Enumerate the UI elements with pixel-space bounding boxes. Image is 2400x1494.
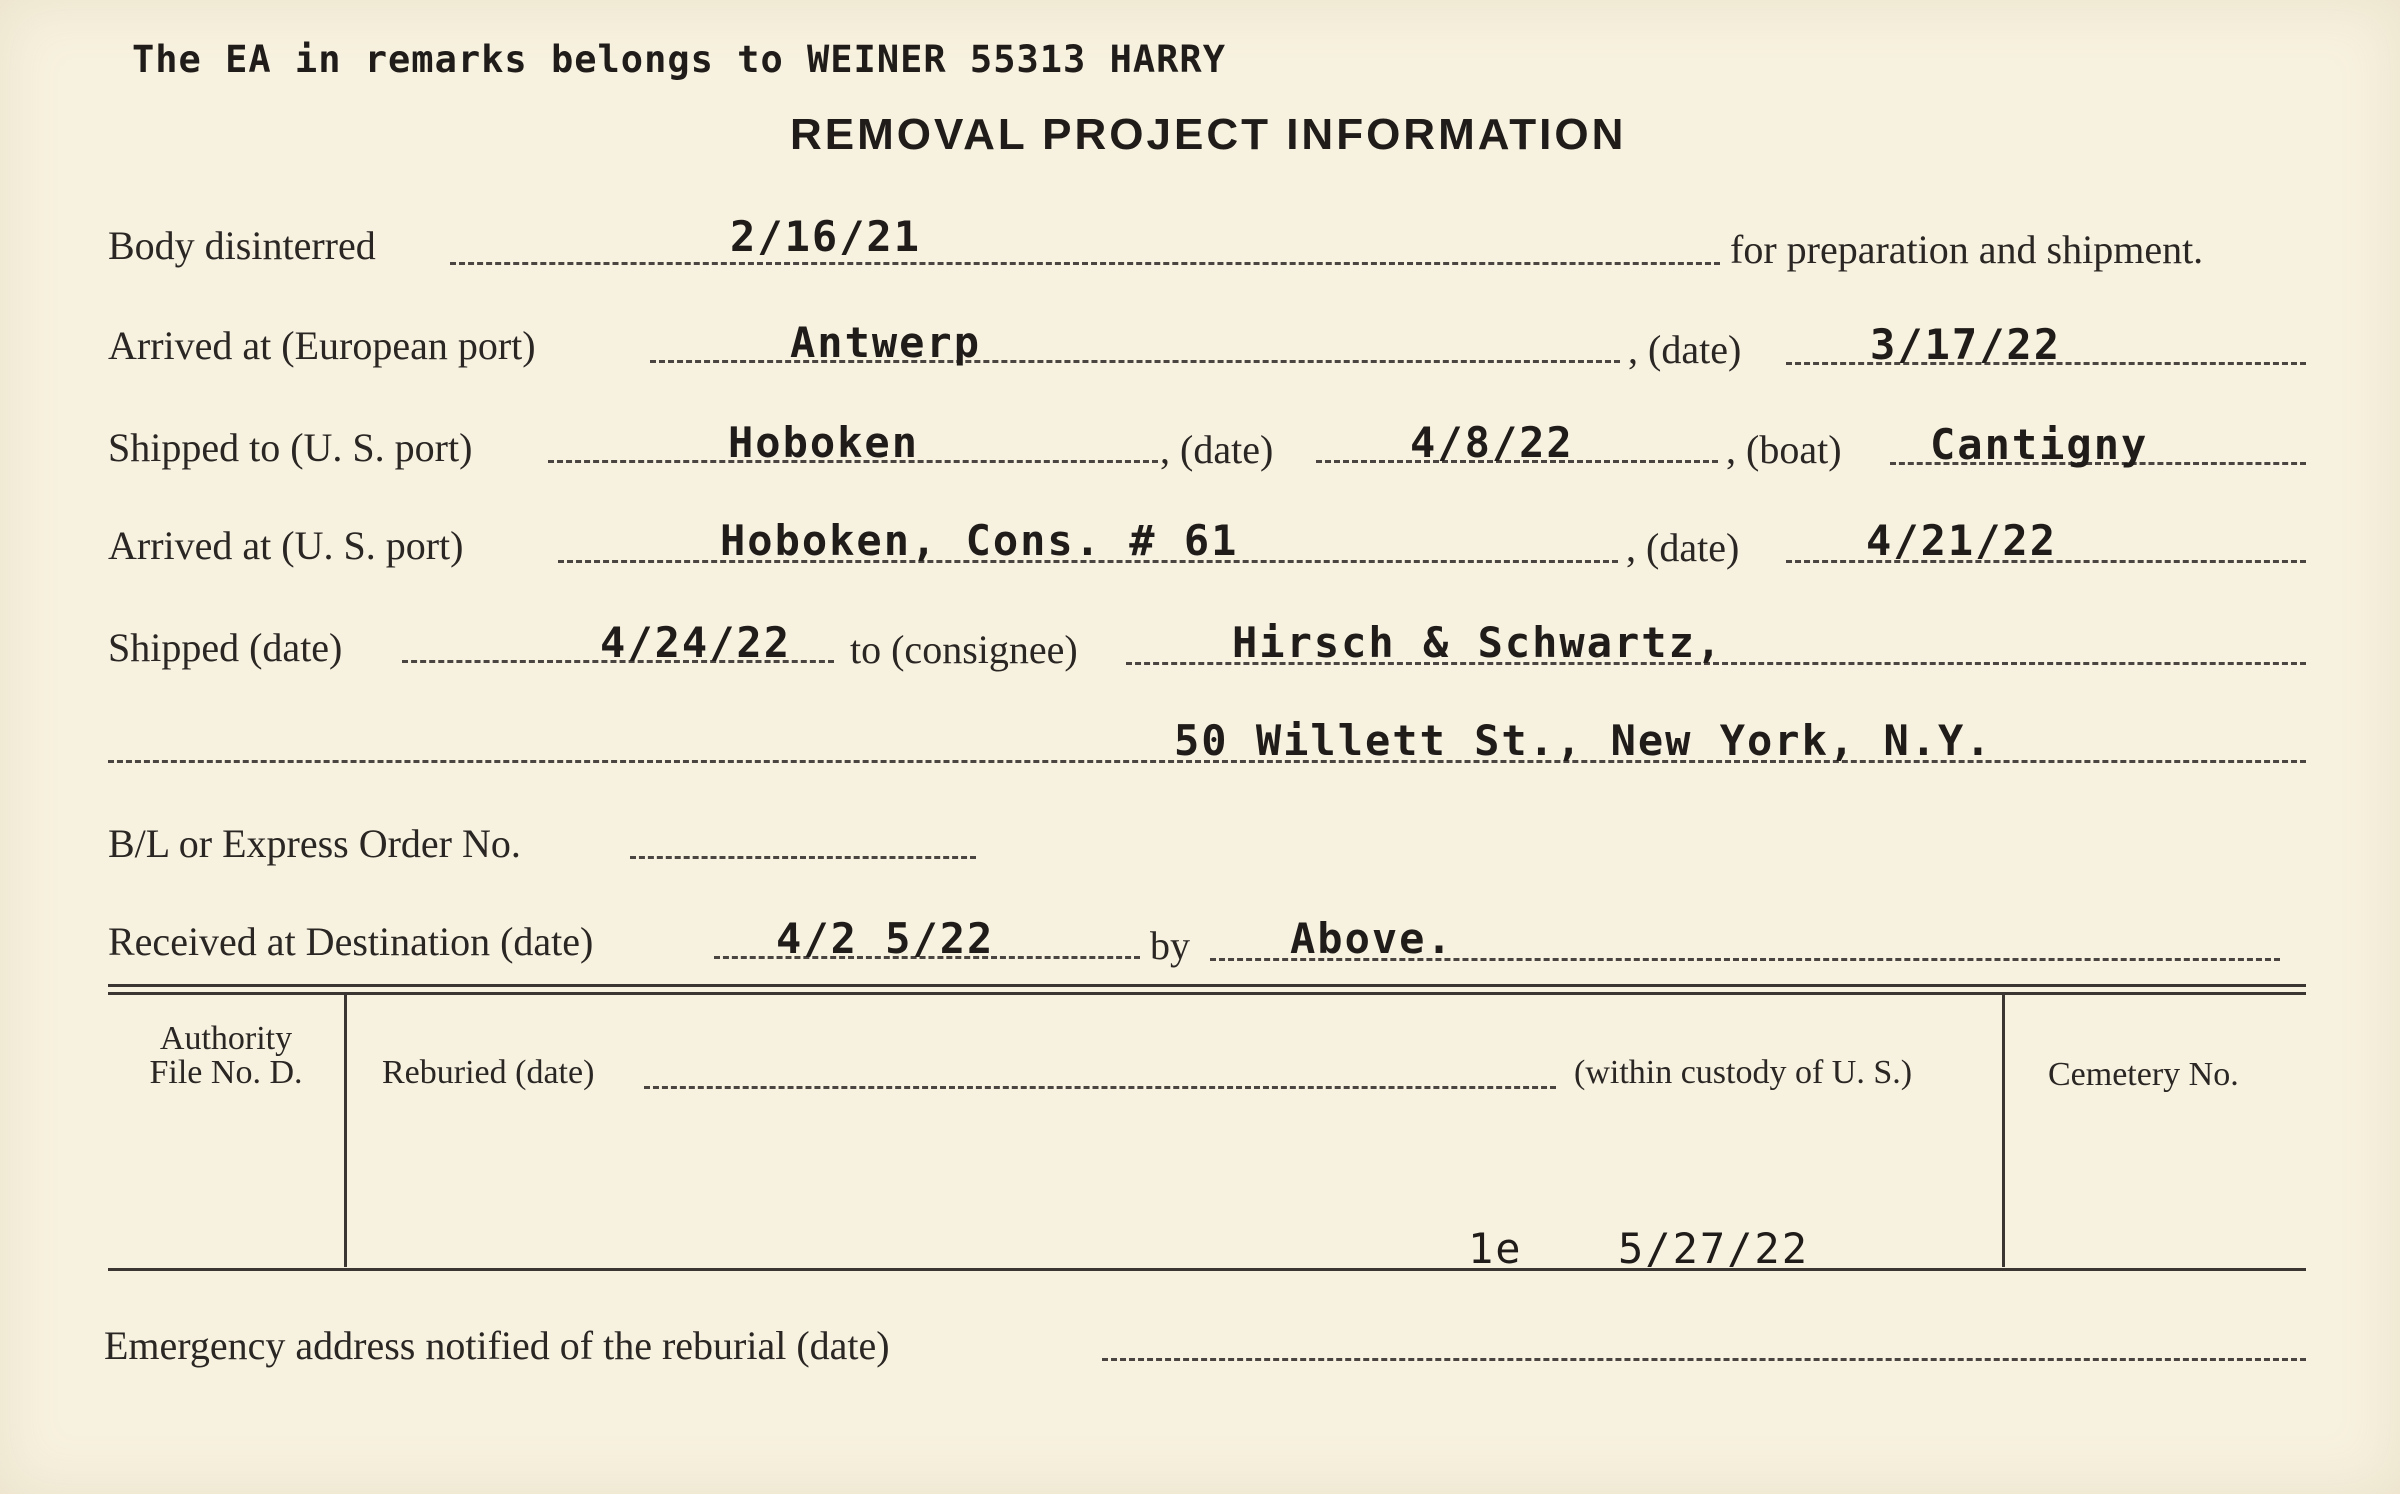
emergency-label: Emergency address notified of the reburial (date) xyxy=(104,1323,890,1368)
emergency-line xyxy=(1102,1358,2306,1361)
arrived-us-date-label: , (date) xyxy=(1626,525,1740,570)
custody-label: (within custody of U. S.) xyxy=(1574,1054,1913,1091)
bl-line xyxy=(630,856,976,859)
arrived-european-date-value: 3/17/22 xyxy=(1870,320,2062,369)
arrived-us-value: Hoboken, Cons. # 61 xyxy=(720,516,1239,565)
bl-label: B/L or Express Order No. xyxy=(108,821,521,866)
address-value: 50 Willett St., New York, N.Y. xyxy=(1174,716,1993,765)
body-disinterred-line xyxy=(450,262,1720,265)
arrived-european-date-label: , (date) xyxy=(1628,327,1742,372)
reburied-date-value: 5/27/22 xyxy=(1618,1224,1810,1273)
authority-label-1: Authority xyxy=(159,1020,293,1057)
table-top-rule-2 xyxy=(108,992,2306,995)
body-disinterred-value: 2/16/21 xyxy=(730,212,922,261)
shipped-us-boat-value: Cantigny xyxy=(1930,420,2149,469)
received-label: Received at Destination (date) xyxy=(108,919,594,964)
card-title: REMOVAL PROJECT INFORMATION xyxy=(790,110,1627,159)
arrived-us-date-value: 4/21/22 xyxy=(1866,516,2058,565)
shipped-us-date-label: , (date) xyxy=(1160,427,1274,472)
table-bottom-rule xyxy=(108,1268,2306,1271)
cemetery-label: Cemetery No. xyxy=(2048,1056,2239,1093)
consignee-label: to (consignee) xyxy=(850,627,1078,672)
arrived-european-label: Arrived at (European port) xyxy=(108,323,536,368)
reburied-line xyxy=(644,1086,1556,1089)
reburied-code: 1e xyxy=(1468,1224,1523,1273)
received-by-value: Above. xyxy=(1290,914,1454,963)
body-disinterred-label: Body disinterred xyxy=(108,223,376,268)
table-divider-left xyxy=(344,995,347,1267)
body-disinterred-suffix: for preparation and shipment. xyxy=(1730,227,2204,272)
authority-label-2: File No. D. xyxy=(149,1054,303,1091)
arrived-us-label: Arrived at (U. S. port) xyxy=(108,523,464,568)
reburied-label: Reburied (date) xyxy=(382,1054,595,1091)
shipped-date-label: Shipped (date) xyxy=(108,625,343,670)
shipped-us-boat-label: , (boat) xyxy=(1726,427,1842,472)
received-by-label: by xyxy=(1150,923,1190,968)
table-top-rule-1 xyxy=(108,984,2306,987)
shipped-us-date-value: 4/8/22 xyxy=(1410,418,1574,467)
shipped-us-label: Shipped to (U. S. port) xyxy=(108,425,473,470)
table-divider-right xyxy=(2002,995,2005,1267)
received-value: 4/2 5/22 xyxy=(776,914,995,963)
shipped-us-value: Hoboken xyxy=(728,418,920,467)
shipped-date-value: 4/24/22 xyxy=(600,618,792,667)
consignee-value: Hirsch & Schwartz, xyxy=(1232,618,1724,667)
arrived-european-value: Antwerp xyxy=(790,318,982,367)
header-note: The EA in remarks belongs to WEINER 55313 HARRY xyxy=(132,38,1226,81)
